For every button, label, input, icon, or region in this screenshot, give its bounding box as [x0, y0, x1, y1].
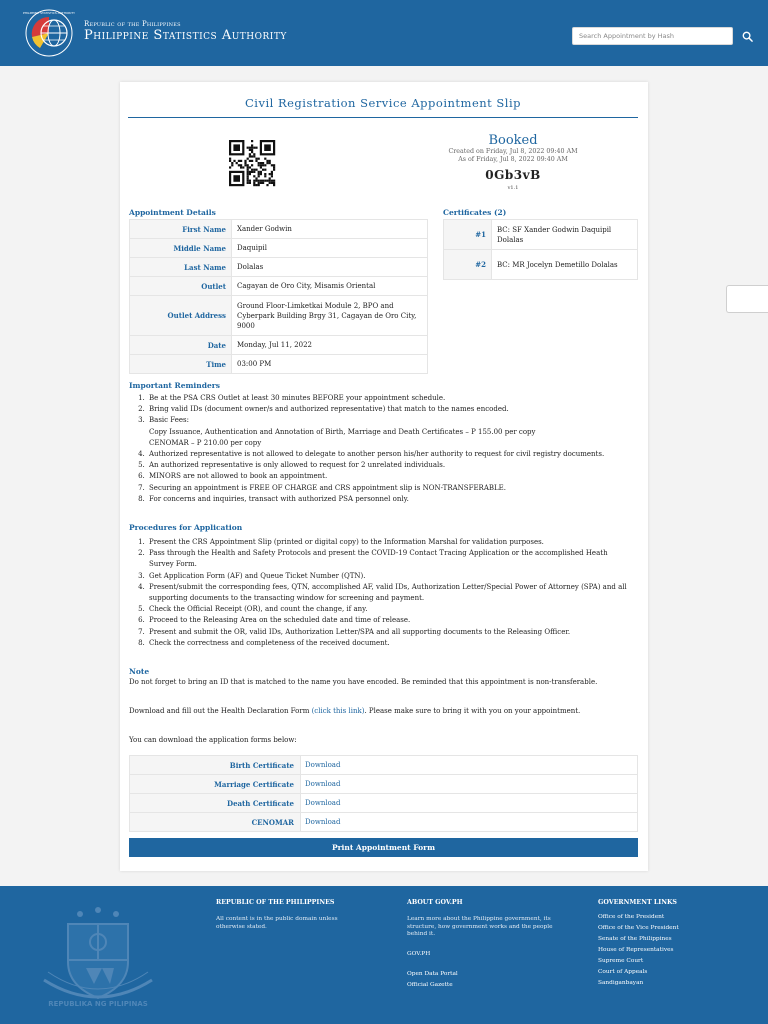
- search-icon: [742, 31, 753, 42]
- download-marriage-link[interactable]: Download: [301, 775, 638, 794]
- svg-text:REPUBLIKA NG PILIPINAS: REPUBLIKA NG PILIPINAS: [48, 1000, 148, 1008]
- procedures-list: [147, 537, 632, 649]
- appointment-hash: 0Gb3vB: [485, 168, 541, 182]
- footer-link-house[interactable]: House of Representatives: [598, 947, 674, 953]
- footer-link-senate[interactable]: Senate of the Philippines: [598, 936, 672, 942]
- certificate-number: #2: [444, 250, 492, 280]
- fee-line: Copy Issuance, Authentication and Annotation of Birth, Marriage and Death Certificates – P 155.00 per copy: [149, 427, 536, 436]
- search-button[interactable]: [738, 27, 756, 45]
- table-row: [130, 296, 428, 336]
- detail-label: Middle Name: [130, 239, 232, 258]
- psa-logo[interactable]: [18, 8, 80, 58]
- list-item: 5. An authorized representative is only allowed to request for 2 unrelated individuals.: [147, 460, 632, 471]
- table-row: [130, 756, 638, 775]
- search-input[interactable]: [572, 27, 733, 45]
- list-item: 7. Securing an appointment is FREE OF CHARGE and CRS appointment slip is NON-TRANSFERABLE.: [147, 483, 632, 494]
- list-item: 2. Pass through the Health and Safety Protocols and present the COVID-19 Contact Tracing Application or the accomplished Heath Survey Form.: [147, 548, 632, 570]
- status-label: Booked: [488, 133, 538, 148]
- footer-link-open-data[interactable]: Open Data Portal: [407, 971, 458, 977]
- table-row: [130, 220, 428, 239]
- table-row: [130, 258, 428, 277]
- certificates-table: [443, 219, 638, 280]
- form-label: Death Certificate: [130, 794, 301, 813]
- footer-link-govph[interactable]: GOV.PH: [407, 951, 431, 957]
- list-item: 4. Authorized representative is not allowed to delegate to another person his/her authority to request for civil registry documents.: [147, 449, 632, 460]
- list-item: 8. For concerns and inquiries, transact with authorized PSA personnel only.: [147, 494, 632, 505]
- detail-value: Ground Floor-Limketkai Module 2, BPO and Cyberpark Building Brgy 31, Cagayan de Oro City, 9000: [232, 296, 428, 336]
- fees-label: Basic Fees:: [149, 416, 190, 425]
- footer-link-court-of-appeals[interactable]: Court of Appeals: [598, 969, 648, 975]
- detail-value: Monday, Jul 11, 2022: [232, 336, 428, 355]
- list-item: 1. Present the CRS Appointment Slip (printed or digital copy) to the Information Marshal for validation purposes.: [147, 537, 632, 548]
- print-appointment-button[interactable]: Print Appointment Form: [129, 838, 638, 857]
- form-label: Marriage Certificate: [130, 775, 301, 794]
- side-feedback-tab[interactable]: [726, 285, 768, 313]
- certificate-value: BC: MR Jocelyn Demetillo Dolalas: [492, 250, 638, 280]
- list-item: 1. Be at the PSA CRS Outlet at least 30 minutes BEFORE your appointment schedule.: [147, 393, 632, 404]
- fee-line: CENOMAR – P 210.00 per copy: [149, 438, 262, 447]
- list-item: 8. Check the correctness and completeness of the received document.: [147, 638, 632, 649]
- note-heading: Note: [129, 667, 150, 676]
- footer-public-domain-text: All content is in the public domain unless otherwise stated.: [216, 916, 338, 930]
- detail-label: Outlet Address: [130, 296, 232, 336]
- reminders-heading: Important Reminders: [129, 381, 220, 390]
- philippine-seal-icon: [34, 902, 162, 1014]
- list-item: 7. Present and submit the OR, valid IDs, Authorization Letter/SPA and all supporting documents to the Releasing Officer.: [147, 627, 632, 638]
- header-subtitle: Republic of the Philippines: [84, 20, 181, 28]
- detail-value: Daquipil: [232, 239, 428, 258]
- list-item: 2. Bring valid IDs (document owner/s and authorized representative) that match to the names encoded.: [147, 404, 632, 415]
- footer-about-text: Learn more about the Philippine government, its structure, how government works and the people behind it.: [407, 916, 553, 938]
- footer-link-supreme-court[interactable]: Supreme Court: [598, 958, 644, 964]
- health-text-post: . Please make sure to bring it with you on your appointment.: [364, 707, 581, 715]
- downloads-table: [129, 755, 638, 832]
- site-footer: [0, 886, 768, 1024]
- header-title[interactable]: Philippine Statistics Authority: [84, 28, 287, 43]
- title-divider: [128, 117, 638, 118]
- detail-label: Date: [130, 336, 232, 355]
- note-text: Do not forget to bring an ID that is matched to the name you have encoded. Be reminded that this appointment is non-transferable.: [129, 678, 598, 686]
- certificate-value: BC: SF Xander Godwin Daquipil Dolalas: [492, 220, 638, 250]
- table-row: [444, 220, 638, 250]
- detail-value: 03:00 PM: [232, 355, 428, 374]
- list-item: [147, 415, 632, 449]
- detail-value: Xander Godwin: [232, 220, 428, 239]
- appointment-slip-card: [120, 82, 648, 871]
- table-row: [130, 775, 638, 794]
- form-label: Birth Certificate: [130, 756, 301, 775]
- footer-link-president[interactable]: Office of the President: [598, 914, 665, 920]
- table-row: [130, 355, 428, 374]
- slip-title: Civil Registration Service Appointment Slip: [244, 96, 522, 110]
- table-row: [130, 794, 638, 813]
- as-of-timestamp: As of Friday, Jul 8, 2022 09:40 AM: [458, 156, 568, 163]
- appointment-details-table: [129, 219, 428, 374]
- appointment-details-heading: Appointment Details: [129, 208, 216, 217]
- footer-link-vice-president[interactable]: Office of the Vice President: [598, 925, 679, 931]
- qr-code: [222, 139, 282, 187]
- certificates-heading: Certificates (2): [443, 208, 507, 217]
- version-label: v1.1: [507, 185, 519, 191]
- footer-link-official-gazette[interactable]: Official Gazette: [407, 982, 453, 988]
- footer-heading-about: ABOUT GOV.PH: [407, 899, 463, 906]
- form-label: CENOMAR: [130, 813, 301, 832]
- list-item: 4. Present/submit the corresponding fees, QTN, accomplished AF, valid IDs, Authorization Letter/Special Power of Attorney (SPA) and all supporting documents to the transacting window for screening and payment.: [147, 582, 632, 604]
- table-row: [444, 250, 638, 280]
- download-death-link[interactable]: Download: [301, 794, 638, 813]
- footer-heading-gov-links: GOVERNMENT LINKS: [598, 899, 677, 906]
- download-birth-link[interactable]: Download: [301, 756, 638, 775]
- detail-label: Outlet: [130, 277, 232, 296]
- detail-label: Last Name: [130, 258, 232, 277]
- certificate-number: #1: [444, 220, 492, 250]
- detail-value: Cagayan de Oro City, Misamis Oriental: [232, 277, 428, 296]
- detail-label: First Name: [130, 220, 232, 239]
- forms-text: You can download the application forms below:: [129, 736, 297, 744]
- health-declaration-text: [129, 706, 629, 717]
- health-text-pre: Download and fill out the Health Declaration Form: [129, 707, 312, 715]
- table-row: [130, 239, 428, 258]
- footer-heading-republic: REPUBLIC OF THE PHILIPPINES: [216, 899, 335, 906]
- created-timestamp: Created on Friday, Jul 8, 2022 09:40 AM: [448, 148, 578, 155]
- table-row: [130, 277, 428, 296]
- table-row: [130, 336, 428, 355]
- footer-link-sandiganbayan[interactable]: Sandiganbayan: [598, 980, 644, 986]
- detail-value: Dolalas: [232, 258, 428, 277]
- list-item: 6. Proceed to the Releasing Area on the scheduled date and time of release.: [147, 615, 632, 626]
- list-item: 6. MINORS are not allowed to book an appointment.: [147, 471, 632, 482]
- detail-label: Time: [130, 355, 232, 374]
- reminders-list: [147, 393, 632, 505]
- svg-text:PHILIPPINE STATISTICS AUTHORIT: PHILIPPINE STATISTICS AUTHORITY: [22, 11, 76, 15]
- procedures-heading: Procedures for Application: [129, 523, 243, 532]
- download-cenomar-link[interactable]: Download: [301, 813, 638, 832]
- table-row: [130, 813, 638, 832]
- list-item: 3. Get Application Form (AF) and Queue Ticket Number (QTN).: [147, 571, 632, 582]
- site-header: [0, 0, 768, 66]
- health-form-link[interactable]: (click this link): [311, 707, 365, 715]
- list-item: 5. Check the Official Receipt (OR), and count the change, if any.: [147, 604, 632, 615]
